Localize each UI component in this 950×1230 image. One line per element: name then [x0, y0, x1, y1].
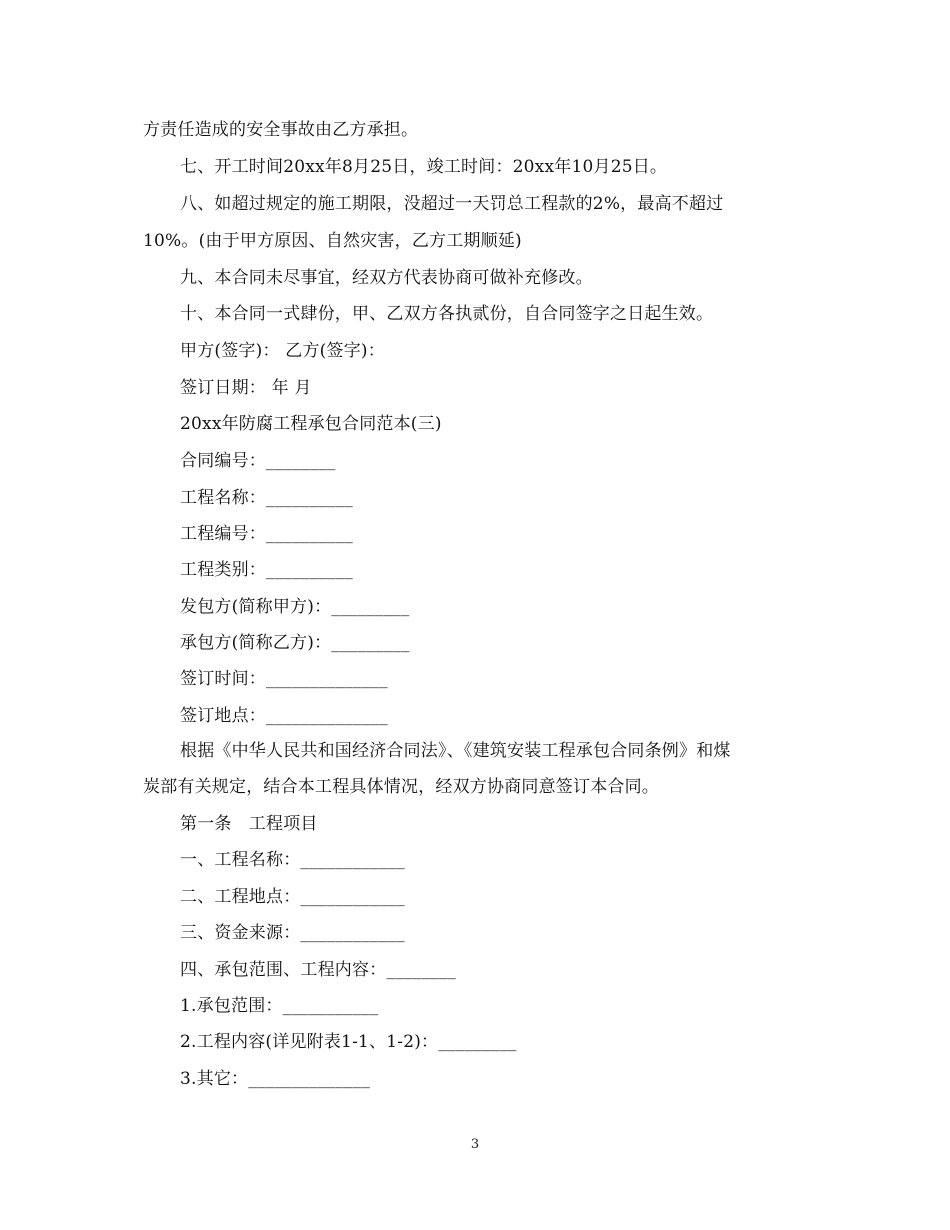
basis-paragraph-line-2: 炭部有关规定，结合本工程具体情况，经双方协商同意签订本合同。	[143, 777, 659, 797]
page-number: 3	[470, 1137, 480, 1152]
contract-number-field: 合同编号：________	[180, 451, 336, 471]
text-line-3: 八、如超过规定的施工期限，没超过一天罚总工程款的2%，最高不超过	[180, 194, 724, 214]
item-funding-source: 三、资金来源：____________	[180, 923, 405, 943]
project-name-field: 工程名称：__________	[180, 488, 353, 508]
text-line-4: 10%。(由于甲方原因、自然灾害，乙方工期顺延)	[143, 231, 522, 251]
text-line-6: 十、本合同一式肆份，甲、乙双方各执贰份，自合同签字之日起生效。	[180, 304, 714, 324]
section-title: 20xx年防腐工程承包合同范本(三)	[180, 414, 442, 434]
signing-place-field: 签订地点：______________	[180, 706, 388, 726]
item-project-location: 二、工程地点：____________	[180, 887, 405, 907]
text-line-2: 七、开工时间20xx年8月25日，竣工时间：20xx年10月25日。	[180, 157, 668, 177]
signing-date-line: 签订日期： 年 月	[180, 378, 312, 398]
project-number-field: 工程编号：__________	[180, 524, 353, 544]
signature-line: 甲方(签字)： 乙方(签字)：	[180, 341, 385, 361]
signing-time-field: 签订时间：______________	[180, 669, 388, 689]
party-b-field: 承包方(简称乙方)：_________	[180, 633, 410, 653]
text-line-5: 九、本合同未尽事宜，经双方代表协商可做补充修改。	[180, 268, 593, 288]
item-other: 3.其它：______________	[180, 1069, 371, 1089]
item-work-content: 2.工程内容(详见附表1-1、1-2)：_________	[180, 1032, 517, 1052]
item-contract-scope: 1.承包范围：___________	[180, 996, 379, 1016]
item-project-name: 一、工程名称：____________	[180, 850, 405, 870]
text-line-1: 方责任造成的安全事故由乙方承担。	[143, 120, 419, 140]
item-scope-content: 四、承包范围、工程内容：________	[180, 960, 456, 980]
article-one-heading: 第一条 工程项目	[180, 814, 318, 834]
basis-paragraph-line-1: 根据《中华人民共和国经济合同法》、《建筑安装工程承包合同条例》和煤	[180, 741, 731, 761]
party-a-field: 发包方(简称甲方)：_________	[180, 597, 410, 617]
project-category-field: 工程类别：__________	[180, 560, 353, 580]
